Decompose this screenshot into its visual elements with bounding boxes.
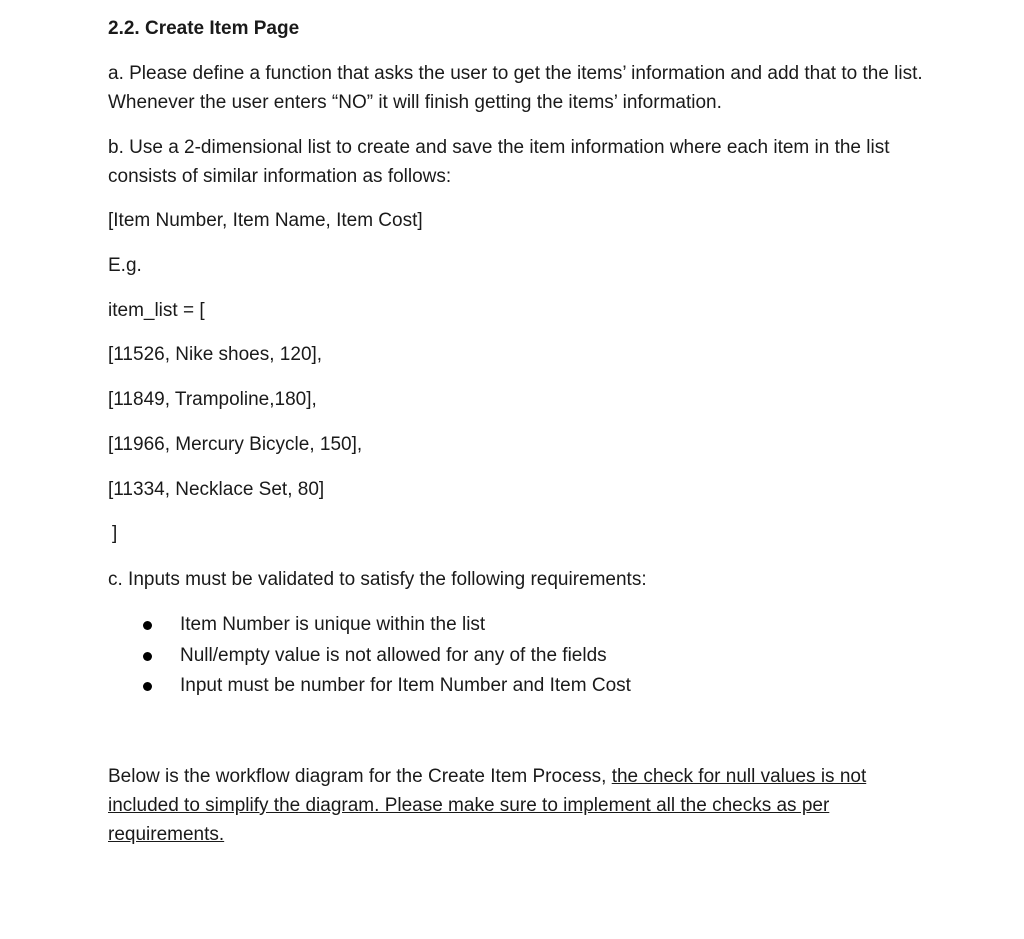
paragraph-c: c. Inputs must be validated to satisfy the following requirements:	[108, 569, 647, 590]
workflow-note-underlined: the check for null values is not included to simplify the diagram. Please make sure to implement all the checks as per requirements.	[108, 766, 867, 845]
code-row: [11526, Nike shoes, 120],	[108, 344, 323, 365]
requirement-text: Item Number is unique within the list	[180, 614, 486, 635]
code-list-open: item_list = [	[108, 300, 205, 321]
workflow-note	[108, 762, 928, 849]
code-row: [11334, Necklace Set, 80]	[108, 479, 325, 500]
workflow-note-plain: Below is the workflow diagram for the Create Item Process,	[108, 766, 612, 787]
bullet-icon	[143, 682, 152, 691]
example-label: E.g.	[108, 255, 142, 276]
section-heading: 2.2. Create Item Page	[108, 18, 300, 39]
requirement-text: Input must be number for Item Number and Item Cost	[180, 675, 631, 696]
code-row: [11966, Mercury Bicycle, 150],	[108, 434, 363, 455]
code-list-close: ]	[112, 523, 118, 544]
paragraph-a: a. Please define a function that asks the user to get the items’ information and add that to the list. Whenever the user enters “NO” it will finish getting the items’ information.	[108, 63, 923, 113]
item-format-line: [Item Number, Item Name, Item Cost]	[108, 210, 423, 231]
bullet-icon	[143, 652, 152, 661]
paragraph-b: b. Use a 2-dimensional list to create and save the item information where each item in the list consists of similar information as follows:	[108, 137, 890, 187]
bullet-icon	[143, 621, 152, 630]
code-row: [11849, Trampoline,180],	[108, 389, 317, 410]
requirement-text: Null/empty value is not allowed for any of the fields	[180, 644, 607, 666]
